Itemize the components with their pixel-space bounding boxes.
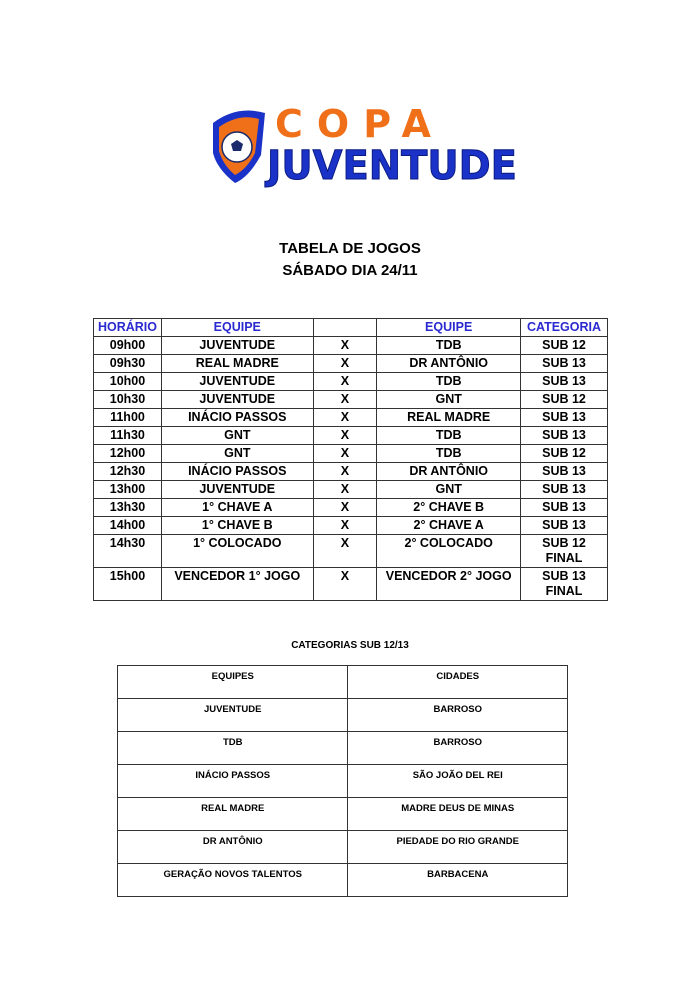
category-text: SUB 13 <box>542 518 586 532</box>
away-team <box>377 373 521 391</box>
home-team <box>161 445 313 463</box>
home-team-text: JUVENTUDE <box>199 482 276 496</box>
away-team <box>377 355 521 373</box>
home-team-text: GNT <box>224 428 251 442</box>
teams-table <box>117 665 568 897</box>
category <box>521 499 608 517</box>
versus-mark <box>313 481 377 499</box>
category <box>521 568 608 601</box>
game-time <box>94 535 162 568</box>
away-team-text: 2° CHAVE A <box>413 518 484 532</box>
game-time <box>94 463 162 481</box>
away-team <box>377 517 521 535</box>
category <box>521 373 608 391</box>
away-team-text: TDB <box>435 374 462 388</box>
category <box>521 391 608 409</box>
game-time-text: 10h30 <box>109 392 146 406</box>
home-team-text: JUVENTUDE <box>199 392 276 406</box>
category-text: SUB 13 <box>542 500 586 514</box>
versus-mark-text: X <box>340 374 350 388</box>
games-table <box>93 318 608 601</box>
team-name: TDB <box>118 732 348 765</box>
home-team <box>161 517 313 535</box>
game-time <box>94 427 162 445</box>
category-text: SUB 12 <box>542 536 586 550</box>
team-name: REAL MADRE <box>118 798 348 831</box>
games-header-row <box>94 319 608 337</box>
category-text: SUB 13 <box>542 374 586 388</box>
away-team-text: TDB <box>435 428 462 442</box>
away-team <box>377 499 521 517</box>
home-team-text: 1° COLOCADO <box>193 536 282 550</box>
versus-mark-text: X <box>340 338 350 352</box>
versus-mark-text: X <box>340 569 350 583</box>
category-text: SUB 13 <box>542 410 586 424</box>
category-text: SUB 13 <box>542 428 586 442</box>
copa-juventude-logo <box>205 95 525 195</box>
header-vs <box>313 319 377 337</box>
game-time-text: 14h00 <box>109 518 146 532</box>
list-item <box>118 831 568 864</box>
team-name: INÁCIO PASSOS <box>118 765 348 798</box>
game-time-text: 12h30 <box>109 464 146 478</box>
game-time <box>94 499 162 517</box>
away-team <box>377 409 521 427</box>
table-row <box>94 391 608 409</box>
final-label: FINAL <box>545 584 583 598</box>
table-row <box>94 409 608 427</box>
versus-mark-text: X <box>340 536 350 550</box>
away-team <box>377 568 521 601</box>
versus-mark-text: X <box>340 446 350 460</box>
versus-mark-text: X <box>340 428 350 442</box>
home-team-text: REAL MADRE <box>195 356 279 370</box>
versus-mark-text: X <box>340 464 350 478</box>
home-team <box>161 409 313 427</box>
away-team <box>377 391 521 409</box>
game-time <box>94 373 162 391</box>
versus-mark-text: X <box>340 482 350 496</box>
home-team <box>161 373 313 391</box>
category-text: SUB 13 <box>542 464 586 478</box>
away-team <box>377 337 521 355</box>
table-row <box>94 337 608 355</box>
header-teams: EQUIPES <box>118 666 348 699</box>
header-category: CATEGORIA <box>521 319 608 337</box>
category <box>521 445 608 463</box>
home-team <box>161 463 313 481</box>
home-team-text: GNT <box>224 446 251 460</box>
page-header <box>0 238 700 282</box>
home-team-text: 1° CHAVE A <box>202 500 273 514</box>
game-time-text: 11h00 <box>110 410 145 424</box>
home-team <box>161 499 313 517</box>
category <box>521 463 608 481</box>
home-team <box>161 391 313 409</box>
away-team-text: REAL MADRE <box>407 410 491 424</box>
home-team-text: INÁCIO PASSOS <box>188 464 287 478</box>
versus-mark <box>313 427 377 445</box>
table-row <box>94 517 608 535</box>
versus-mark <box>313 337 377 355</box>
game-time <box>94 355 162 373</box>
category <box>521 427 608 445</box>
versus-mark-text: X <box>340 518 350 532</box>
away-team <box>377 481 521 499</box>
table-row <box>94 445 608 463</box>
home-team <box>161 337 313 355</box>
list-item <box>118 732 568 765</box>
home-team-text: VENCEDOR 1° JOGO <box>174 569 301 583</box>
game-time <box>94 517 162 535</box>
versus-mark-text: X <box>340 500 350 514</box>
category-text: SUB 12 <box>542 392 586 406</box>
table-row <box>94 568 608 601</box>
versus-mark <box>313 445 377 463</box>
game-time <box>94 445 162 463</box>
home-team <box>161 481 313 499</box>
versus-mark <box>313 391 377 409</box>
teams-header-row <box>118 666 568 699</box>
city-name: BARROSO <box>348 732 568 765</box>
versus-mark <box>313 409 377 427</box>
game-time-text: 14h30 <box>109 536 146 550</box>
away-team <box>377 463 521 481</box>
game-time-text: 13h30 <box>109 500 146 514</box>
home-team-text: JUVENTUDE <box>199 338 276 352</box>
team-name: DR ANTÔNIO <box>118 831 348 864</box>
category <box>521 409 608 427</box>
category-text: SUB 12 <box>542 446 586 460</box>
away-team-text: GNT <box>435 482 462 496</box>
versus-mark <box>313 535 377 568</box>
versus-mark <box>313 499 377 517</box>
versus-mark <box>313 373 377 391</box>
away-team <box>377 445 521 463</box>
city-name: SÃO JOÃO DEL REI <box>348 765 568 798</box>
table-row <box>94 535 608 568</box>
home-team-text: JUVENTUDE <box>199 374 276 388</box>
category <box>521 535 608 568</box>
home-team <box>161 535 313 568</box>
game-time-text: 11h30 <box>110 428 145 442</box>
away-team-text: 2° COLOCADO <box>404 536 493 550</box>
home-team <box>161 427 313 445</box>
category <box>521 481 608 499</box>
logo-graphic <box>205 95 525 195</box>
away-team-text: GNT <box>435 392 462 406</box>
table-row <box>94 481 608 499</box>
away-team-text: VENCEDOR 2° JOGO <box>385 569 512 583</box>
versus-mark <box>313 517 377 535</box>
logo-line2: JUVENTUDE <box>264 143 517 189</box>
away-team-text: TDB <box>435 446 462 460</box>
city-name: BARROSO <box>348 699 568 732</box>
versus-mark <box>313 355 377 373</box>
game-time <box>94 337 162 355</box>
game-time-text: 09h30 <box>109 356 146 370</box>
category-text: SUB 12 <box>542 338 586 352</box>
page-title: TABELA DE JOGOS <box>279 240 421 257</box>
team-name: GERAÇÃO NOVOS TALENTOS <box>118 864 348 897</box>
final-label: FINAL <box>545 551 583 565</box>
logo-line1: COPA <box>275 102 445 146</box>
game-time-text: 10h00 <box>109 374 146 388</box>
game-time-text: 15h00 <box>109 569 146 583</box>
category-text: SUB 13 <box>542 569 586 583</box>
away-team-text: DR ANTÔNIO <box>409 356 489 370</box>
game-time <box>94 481 162 499</box>
away-team-text: 2° CHAVE B <box>413 500 485 514</box>
game-time <box>94 409 162 427</box>
category <box>521 517 608 535</box>
versus-mark-text: X <box>340 392 350 406</box>
versus-mark <box>313 463 377 481</box>
city-name: PIEDADE DO RIO GRANDE <box>348 831 568 864</box>
versus-mark-text: X <box>340 410 350 424</box>
page-subtitle: SÁBADO DIA 24/11 <box>282 262 418 279</box>
city-name: BARBACENA <box>348 864 568 897</box>
category <box>521 337 608 355</box>
table-row <box>94 427 608 445</box>
home-team-text: 1° CHAVE B <box>201 518 273 532</box>
game-time <box>94 568 162 601</box>
header-away-team: EQUIPE <box>377 319 521 337</box>
home-team <box>161 355 313 373</box>
game-time-text: 12h00 <box>109 446 146 460</box>
game-time-text: 13h00 <box>109 482 146 496</box>
table-row <box>94 373 608 391</box>
table-row <box>94 463 608 481</box>
header-cities: CIDADES <box>348 666 568 699</box>
game-time <box>94 391 162 409</box>
away-team <box>377 535 521 568</box>
away-team-text: TDB <box>435 338 462 352</box>
versus-mark <box>313 568 377 601</box>
team-name: JUVENTUDE <box>118 699 348 732</box>
categories-title: CATEGORIAS SUB 12/13 <box>291 640 409 651</box>
category-text: SUB 13 <box>542 482 586 496</box>
home-team <box>161 568 313 601</box>
city-name: MADRE DEUS DE MINAS <box>348 798 568 831</box>
versus-mark-text: X <box>340 356 350 370</box>
home-team-text: INÁCIO PASSOS <box>188 410 287 424</box>
header-time: HORÁRIO <box>94 319 162 337</box>
table-row <box>94 355 608 373</box>
list-item <box>118 864 568 897</box>
category-text: SUB 13 <box>542 356 586 370</box>
away-team-text: DR ANTÔNIO <box>409 464 489 478</box>
game-time-text: 09h00 <box>109 338 146 352</box>
table-row <box>94 499 608 517</box>
header-home-team: EQUIPE <box>161 319 313 337</box>
list-item <box>118 765 568 798</box>
list-item <box>118 798 568 831</box>
away-team <box>377 427 521 445</box>
list-item <box>118 699 568 732</box>
category <box>521 355 608 373</box>
